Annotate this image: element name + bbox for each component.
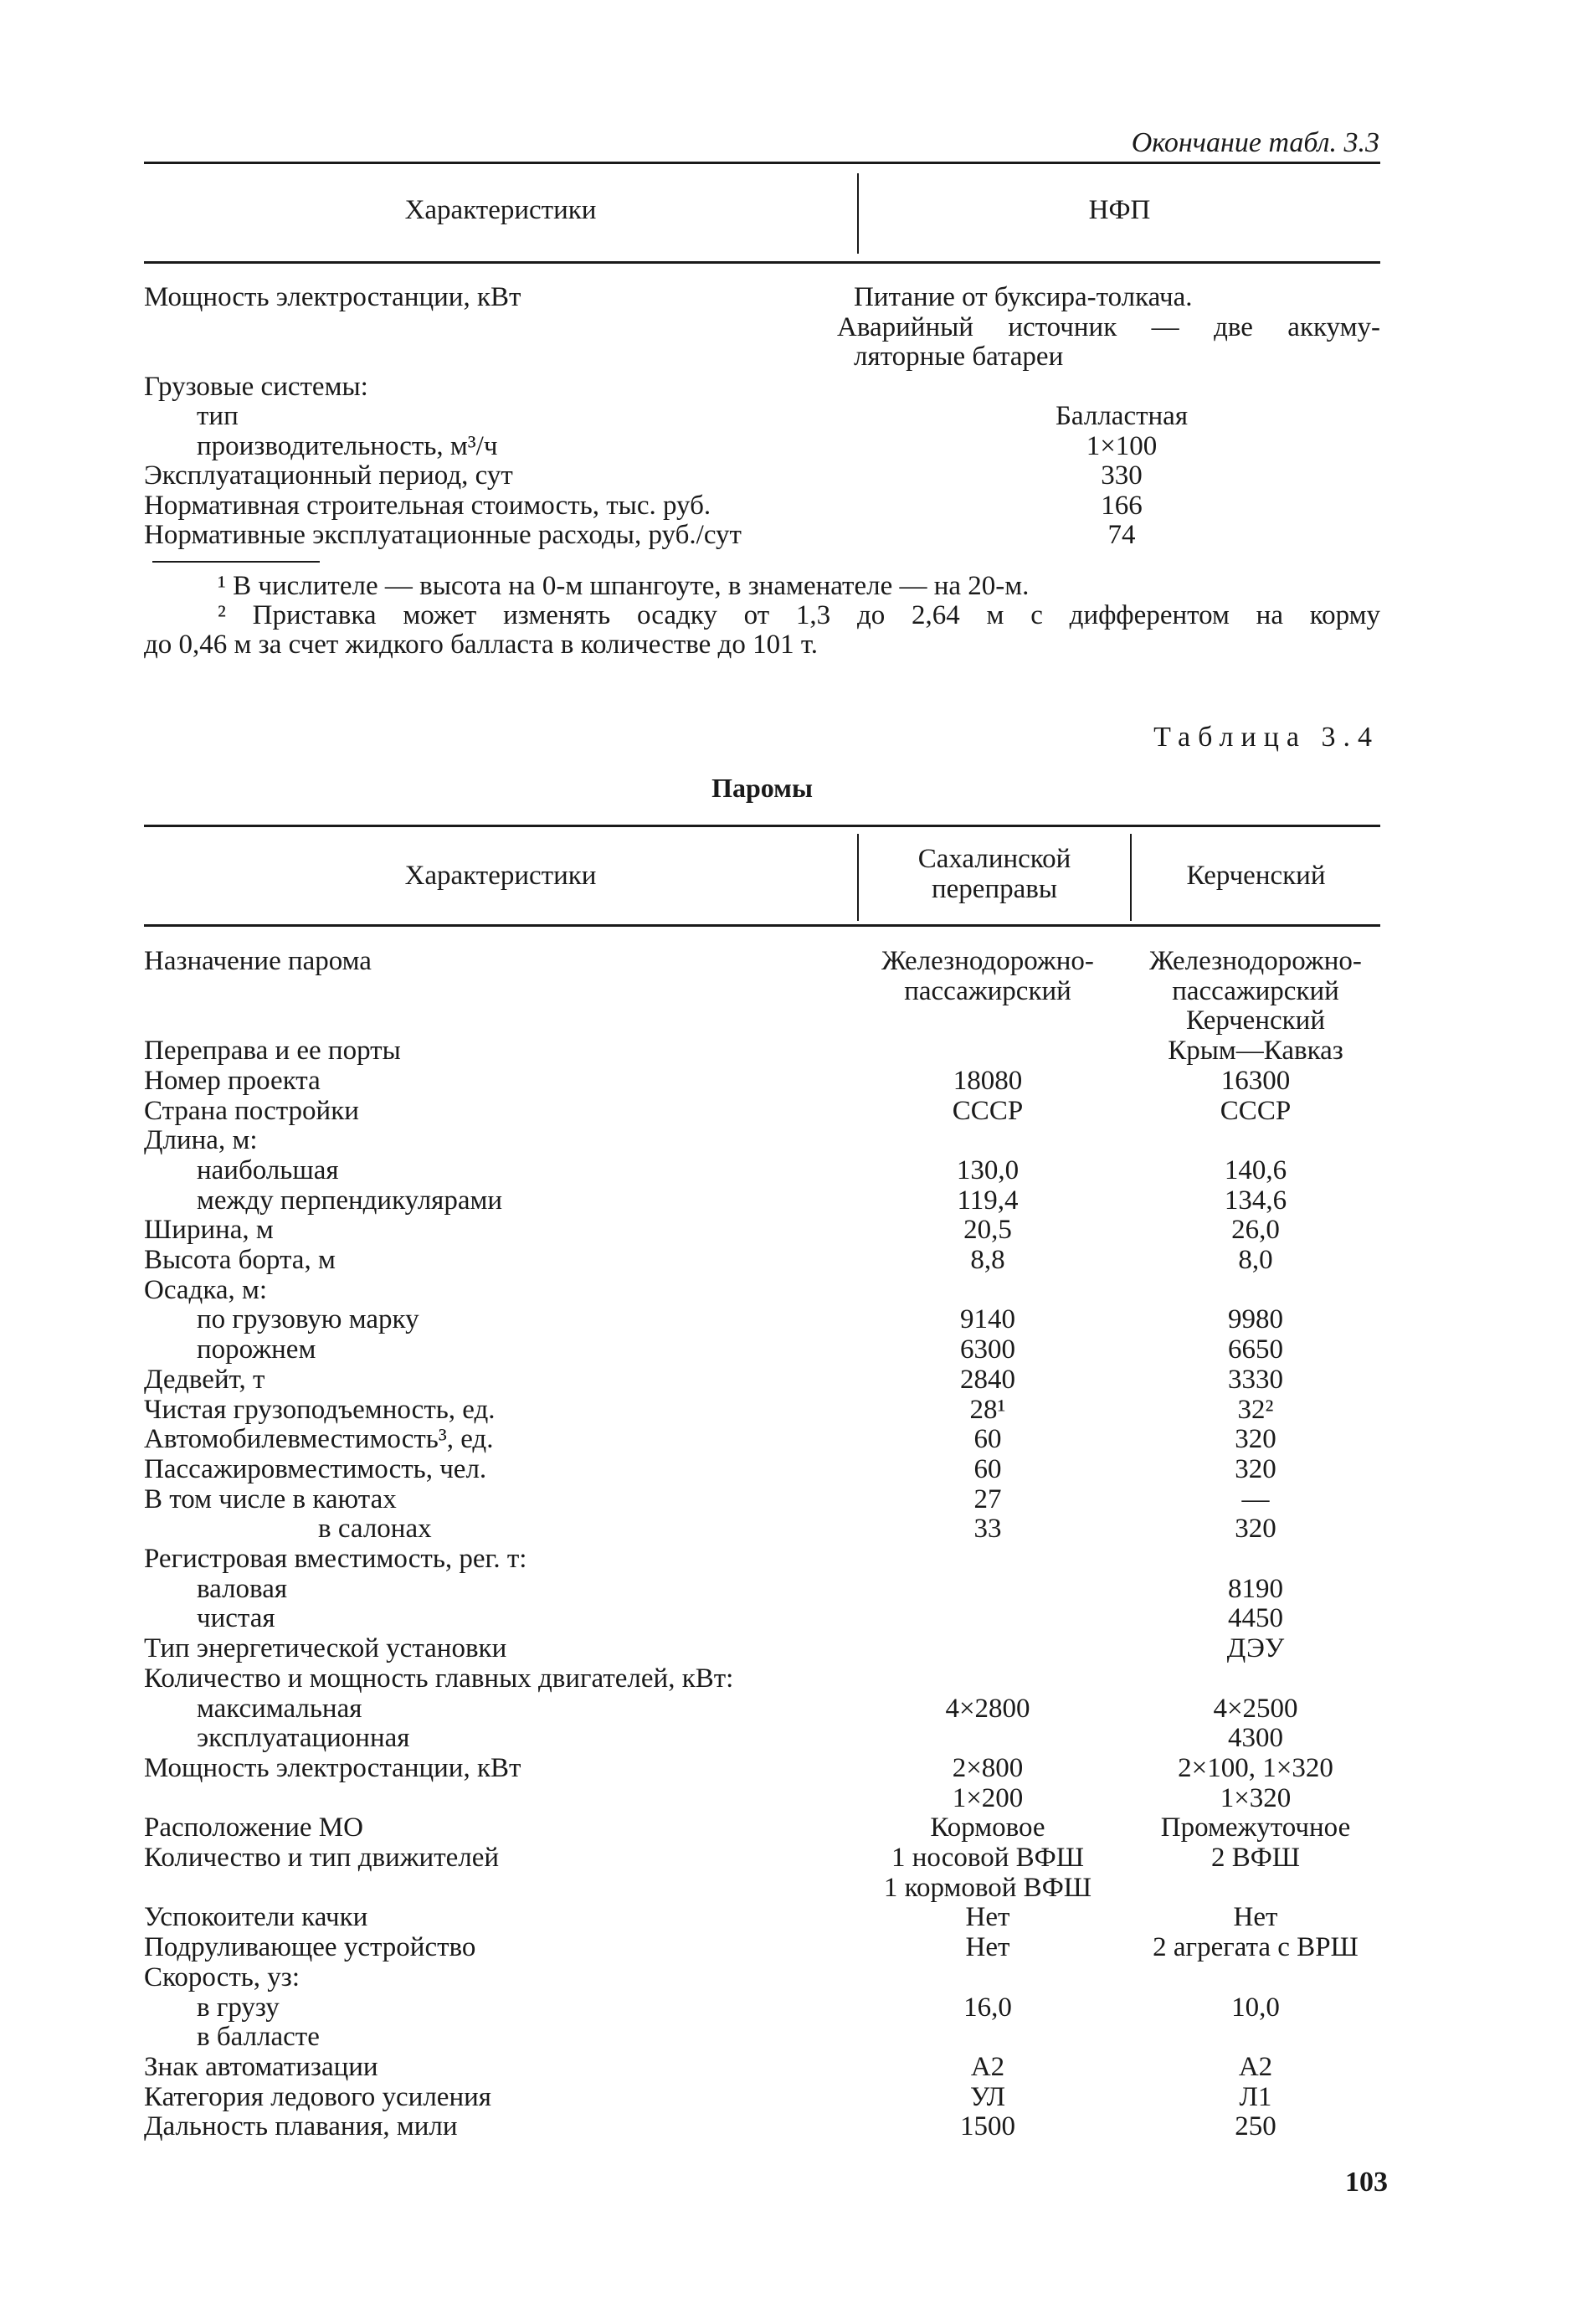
row-label: Расположение МО xyxy=(144,1812,363,1843)
table-caption-continuation: Окончание табл. 3.3 xyxy=(1131,127,1379,158)
table-row xyxy=(0,1754,1582,1783)
cell-kerch: ДЭУ xyxy=(1226,1633,1285,1664)
table-row xyxy=(0,283,1582,312)
table-row xyxy=(0,1874,1582,1903)
cell-kerch: 1×320 xyxy=(1220,1782,1292,1813)
cell-kerch: Железнодорожно- xyxy=(1149,946,1362,976)
row-value: ляторные батареи xyxy=(854,342,1064,372)
cell-kerch: Промежуточное xyxy=(1160,1812,1351,1843)
cell-sakhalin: 33 xyxy=(973,1514,1002,1545)
row-label: максимальная xyxy=(197,1693,362,1724)
cell-kerch: 250 xyxy=(1235,2111,1276,2142)
page-number: 103 xyxy=(1345,2167,1388,2198)
row-label: Чистая грузоподъемность, ед. xyxy=(144,1394,496,1425)
header-col-sakhalin-line1: Сахалинской xyxy=(917,844,1071,874)
table-row xyxy=(0,1963,1582,1992)
row-label: Ширина, м xyxy=(144,1215,274,1246)
cell-sakhalin: 4×2800 xyxy=(945,1693,1030,1724)
row-label: Подруливающее устройство xyxy=(144,1932,476,1963)
table-row xyxy=(0,1784,1582,1813)
row-label: Грузовые системы: xyxy=(144,371,368,402)
cell-kerch: 32² xyxy=(1237,1394,1274,1425)
table-row xyxy=(0,1455,1582,1484)
table-row xyxy=(0,1305,1582,1334)
cell-kerch: 6650 xyxy=(1228,1334,1283,1365)
table-row xyxy=(0,1843,1582,1873)
table-row xyxy=(0,1575,1582,1604)
table-row xyxy=(0,521,1582,550)
row-label: Длина, м: xyxy=(144,1125,258,1156)
cell-kerch: — xyxy=(1241,1483,1270,1514)
cell-kerch: Нет xyxy=(1233,1902,1278,1933)
table-row xyxy=(0,1126,1582,1155)
row-label: Регистровая вместимость, рег. т: xyxy=(144,1544,527,1574)
cell-kerch: 10,0 xyxy=(1231,1992,1280,2023)
header-characteristics: Характеристики xyxy=(404,195,597,225)
cell-kerch: 320 xyxy=(1235,1424,1276,1455)
row-label: валовая xyxy=(197,1573,288,1604)
row-label: между перпендикулярами xyxy=(197,1185,503,1216)
cell-sakhalin: 119,4 xyxy=(957,1185,1019,1216)
cell-sakhalin: А2 xyxy=(970,2051,1005,2082)
cell-sakhalin: Нет xyxy=(965,1902,1010,1933)
row-label: Дедвейт, т xyxy=(144,1364,265,1395)
footnote-2: ² Приставка может изменять осадку от 1,3 до 2,64 м с дифферентом на корму xyxy=(218,600,1380,630)
row-label: Количество и тип движителей xyxy=(144,1843,500,1873)
row-value: Аварийный источник — две аккуму- xyxy=(837,311,1380,342)
cell-sakhalin: пассажирский xyxy=(904,975,1071,1006)
table-top-rule xyxy=(144,162,1380,164)
table-row xyxy=(0,2083,1582,2112)
table-row xyxy=(0,1067,1582,1096)
cell-sakhalin: 9140 xyxy=(960,1304,1015,1335)
row-label: Дальность плавания, мили xyxy=(144,2111,458,2142)
table-row xyxy=(0,1396,1582,1425)
table-row xyxy=(0,1813,1582,1843)
table-row xyxy=(0,1545,1582,1574)
cell-sakhalin: 6300 xyxy=(960,1334,1015,1365)
table-row xyxy=(0,373,1582,402)
cell-sakhalin: 20,5 xyxy=(963,1215,1012,1246)
cell-sakhalin: 8,8 xyxy=(970,1245,1005,1275)
table-row xyxy=(0,2053,1582,2082)
row-label: Успокоители качки xyxy=(144,1902,368,1933)
cell-sakhalin: 1 носовой ВФШ xyxy=(891,1843,1085,1873)
row-label: Категория ледового усиления xyxy=(144,2081,491,2112)
row-label: в балласте xyxy=(197,2022,320,2053)
table-row xyxy=(0,1604,1582,1633)
row-label: Мощность электростанции, кВт xyxy=(144,1752,521,1783)
cell-sakhalin: 18080 xyxy=(953,1065,1023,1096)
header-col-sakhalin-line2: переправы xyxy=(931,874,1057,904)
cell-sakhalin: 1500 xyxy=(960,2111,1015,2142)
row-label: Количество и мощность главных двигателей, кВт: xyxy=(144,1663,734,1694)
table-row xyxy=(0,2112,1582,2141)
cell-sakhalin: 2×800 xyxy=(952,1752,1024,1783)
table-row xyxy=(0,1036,1582,1066)
cell-kerch: 2 ВФШ xyxy=(1210,1843,1301,1873)
row-label: Нормативные эксплуатационные расходы, руб./сут xyxy=(144,520,742,550)
cell-kerch: 320 xyxy=(1235,1514,1276,1545)
cell-sakhalin: 1×200 xyxy=(952,1782,1024,1813)
cell-sakhalin: Железнодорожно- xyxy=(881,946,1094,976)
row-label: Осадка, м: xyxy=(144,1274,268,1305)
cell-sakhalin: 1 кормовой ВФШ xyxy=(883,1872,1092,1903)
footnote-2-cont: до 0,46 м за счет жидкого балласта в количестве до 101 т. xyxy=(144,630,819,660)
cell-sakhalin: 60 xyxy=(973,1424,1002,1455)
table-row xyxy=(0,491,1582,521)
row-label: Номер проекта xyxy=(144,1065,321,1096)
table-row xyxy=(0,313,1582,342)
row-label: в салонах xyxy=(318,1514,432,1545)
cell-kerch: 2 агрегата с ВРШ xyxy=(1153,1932,1359,1963)
table-row xyxy=(0,1365,1582,1395)
table-row xyxy=(0,1634,1582,1663)
table-row xyxy=(0,977,1582,1006)
table-row xyxy=(0,1186,1582,1216)
cell-kerch: 3330 xyxy=(1228,1364,1283,1395)
cell-sakhalin: 130,0 xyxy=(956,1154,1020,1185)
header-bottom-rule xyxy=(144,261,1380,264)
table-row xyxy=(0,1933,1582,1962)
row-value: 330 xyxy=(1101,460,1143,491)
cell-kerch: 9980 xyxy=(1228,1304,1283,1335)
row-label: Автомобилевместимость³, ед. xyxy=(144,1424,494,1455)
row-label: Тип энергетической установки xyxy=(144,1633,507,1664)
cell-sakhalin: 16,0 xyxy=(963,1992,1012,2023)
cell-kerch: СССР xyxy=(1220,1095,1292,1126)
row-value: 166 xyxy=(1101,490,1143,521)
row-label: Мощность электростанции, кВт xyxy=(144,282,521,312)
table-3-4-top-rule xyxy=(144,825,1380,827)
row-value: 1×100 xyxy=(1086,430,1158,461)
row-label: порожнем xyxy=(197,1334,316,1365)
cell-kerch: 8,0 xyxy=(1238,1245,1273,1275)
cell-kerch: А2 xyxy=(1238,2051,1273,2082)
header-nfp: НФП xyxy=(1088,195,1151,225)
table-row xyxy=(0,432,1582,461)
row-label: Скорость, уз: xyxy=(144,1962,300,1992)
cell-kerch: 320 xyxy=(1235,1453,1276,1484)
cell-kerch: Крым—Кавказ xyxy=(1168,1036,1343,1067)
table-3-4-header-rule xyxy=(144,924,1380,927)
row-value: Балластная xyxy=(1055,401,1189,431)
table-row xyxy=(0,1694,1582,1724)
row-label: Пассажировместимость, чел. xyxy=(144,1453,487,1484)
row-label: по грузовую марку xyxy=(197,1304,419,1335)
cell-kerch: Л1 xyxy=(1239,2081,1272,2112)
row-value: Питание от буксира-толкача. xyxy=(854,282,1193,312)
cell-kerch: 134,6 xyxy=(1224,1185,1287,1216)
table-row xyxy=(0,342,1582,372)
table-row xyxy=(0,1156,1582,1185)
table-row xyxy=(0,1006,1582,1036)
row-label: Страна постройки xyxy=(144,1095,359,1126)
table-row xyxy=(0,1514,1582,1544)
cell-sakhalin: 27 xyxy=(973,1483,1002,1514)
row-label: В том числе в каютах xyxy=(144,1483,397,1514)
cell-kerch: 4450 xyxy=(1228,1603,1283,1634)
table-row xyxy=(0,1993,1582,2023)
cell-sakhalin: 28¹ xyxy=(969,1394,1006,1425)
cell-kerch: пассажирский xyxy=(1172,975,1339,1006)
row-label: тип xyxy=(197,401,239,431)
table-row xyxy=(0,1276,1582,1305)
row-label: Эксплуатационный период, сут xyxy=(144,460,513,491)
cell-kerch: 26,0 xyxy=(1231,1215,1280,1246)
table-row xyxy=(0,402,1582,431)
cell-sakhalin: СССР xyxy=(952,1095,1024,1126)
table-row xyxy=(0,1903,1582,1932)
table-row xyxy=(0,1724,1582,1753)
header-col-kerch: Керченский xyxy=(1186,861,1326,891)
footnote-rule xyxy=(152,561,320,563)
cell-kerch: 2×100, 1×320 xyxy=(1178,1752,1333,1783)
header-col-characteristics: Характеристики xyxy=(404,861,597,891)
cell-kerch: 16300 xyxy=(1220,1065,1291,1096)
table-row xyxy=(0,1485,1582,1514)
table-label: Таблица 3.4 xyxy=(1153,722,1379,753)
footnote-1: ¹ В числителе — высота на 0-м шпангоуте, в знаменателе — на 20-м. xyxy=(218,571,1030,601)
table-row xyxy=(0,947,1582,976)
row-value: 74 xyxy=(1107,520,1136,550)
row-label: Назначение парома xyxy=(144,946,372,976)
row-label: Переправа и ее порты xyxy=(144,1036,401,1067)
cell-kerch: Керченский xyxy=(1186,1005,1325,1036)
cell-sakhalin: УЛ xyxy=(969,2081,1006,2112)
table-row xyxy=(0,1246,1582,1275)
row-label: чистая xyxy=(197,1603,275,1634)
table-row xyxy=(0,1335,1582,1365)
row-label: производительность, м³/ч xyxy=(197,430,498,461)
cell-kerch: 140,6 xyxy=(1224,1154,1287,1185)
cell-kerch: 4×2500 xyxy=(1213,1693,1298,1724)
table-row xyxy=(0,1425,1582,1454)
table-row xyxy=(0,1216,1582,1245)
row-label: наибольшая xyxy=(197,1154,339,1185)
cell-sakhalin: Нет xyxy=(965,1932,1010,1963)
row-label: Высота борта, м xyxy=(144,1245,336,1275)
cell-sakhalin: Кормовое xyxy=(930,1812,1045,1843)
table-row xyxy=(0,461,1582,491)
cell-kerch: 8190 xyxy=(1228,1573,1283,1604)
row-label: эксплуатационная xyxy=(197,1723,410,1754)
cell-kerch: 4300 xyxy=(1228,1723,1283,1754)
table-title: Паромы xyxy=(711,773,813,803)
row-label: в грузу xyxy=(197,1992,280,2023)
table-row xyxy=(0,1664,1582,1694)
row-label: Нормативная строительная стоимость, тыс. руб. xyxy=(144,490,711,521)
cell-sakhalin: 60 xyxy=(973,1453,1002,1484)
row-label: Знак автоматизации xyxy=(144,2051,378,2082)
cell-sakhalin: 2840 xyxy=(960,1364,1015,1395)
table-row xyxy=(0,1097,1582,1126)
table-row xyxy=(0,2023,1582,2052)
